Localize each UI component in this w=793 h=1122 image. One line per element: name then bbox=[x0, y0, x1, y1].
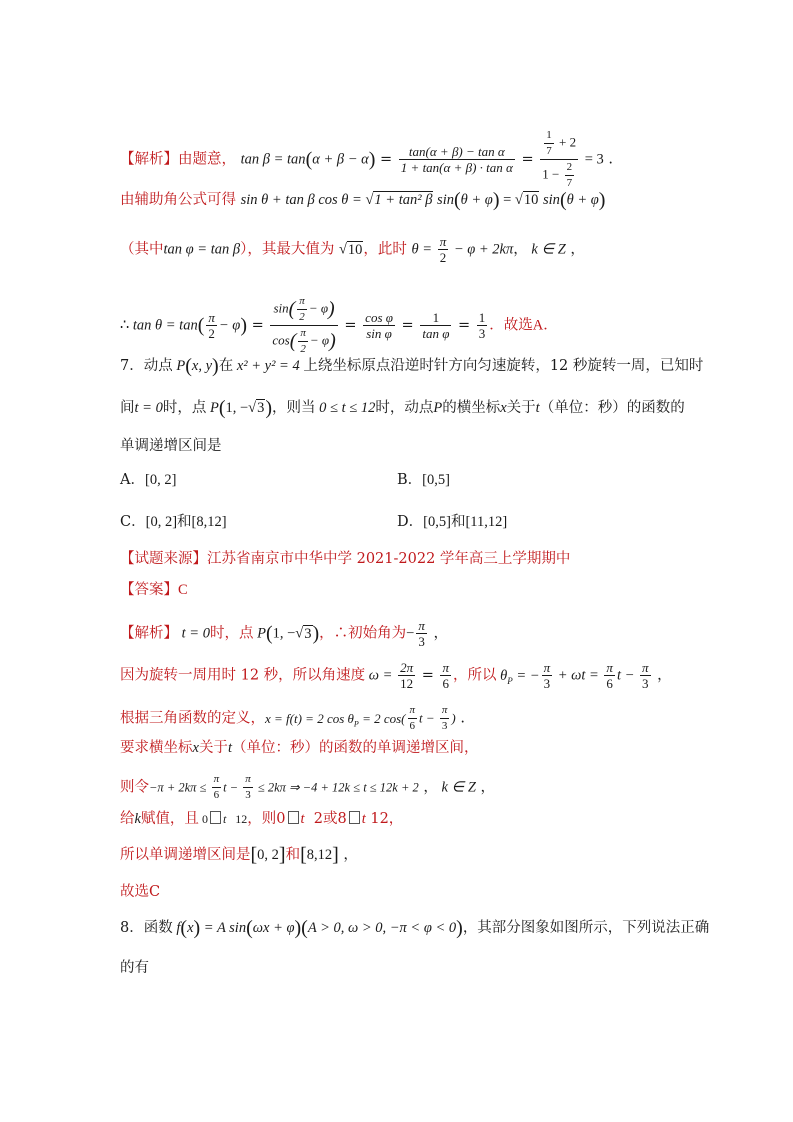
sol6-line1: 【解析】由题意， tan β = tan(α + β − α) = $\frac{\text{tan(α + β) − tan α}}{\text{1 + tan(α + β) · tan α}}$ = $\frac{1}{7}$ + 2 1 − $\frac{2}{7}$ = 3 . bbox=[120, 129, 613, 189]
q7-exp-line6: 给k赋值，且 0 t 12，则0 t 2或8 t 12， bbox=[120, 811, 404, 827]
analysis-tag: 【解析】 bbox=[120, 151, 178, 168]
fraction: $\frac{1}{7}$ + 2 1 − $\frac{2}{7}$ bbox=[542, 129, 577, 189]
sol6-line2: 由辅助角公式可得 sin θ + tan β cos θ = √1 + tan² β sin(θ + φ) = √10 sin(θ + φ) bbox=[120, 189, 606, 211]
q7-exp-line7: 所以单调递增区间是[0, 2]和[8,12] ， bbox=[120, 844, 358, 866]
answer-tag: 【答案】 bbox=[120, 582, 178, 598]
q8-stem-line1: 8．函数 f(x) = A sin(ωx + φ)(A > 0, ω > 0, −π < φ < 0)，其部分图象如图所示，下列说法正确 bbox=[120, 917, 710, 939]
q7-stem-line2: 间t = 0时，点 P(1, −√3)，则当 0 ≤ t ≤ 12时，动点P的横坐标x关于t（单位：秒）的函数的 bbox=[120, 397, 685, 419]
answer-line bbox=[120, 580, 188, 600]
q7-exp-line1: 【解析】 t = 0时，点 P(1, −√3)，∴初始角为− $\frac{\pi}{3}$ ， bbox=[120, 618, 448, 649]
q7-exp-line8: 故选C bbox=[120, 884, 161, 900]
option-a[interactable]: A．[0, 2] bbox=[120, 472, 177, 488]
q7-exp-line5: 则令−π + 2kπ ≤ $\frac{\pi}{6}$ t − $\frac{\pi}{3}$ ≤ 2kπ ⇒ −4 + 12k ≤ t ≤ 12k + 2 ， k ∈ Z ， bbox=[120, 773, 495, 801]
fraction: $\frac{\text{tan(α + β) − tan α}}{\text{1 + tan(α + β) · tan α}}$ bbox=[400, 144, 513, 175]
option-d[interactable]: D．[0,5]和[11,12] bbox=[397, 514, 508, 530]
sol6-line3: （其中tan φ = tan β），其最大值为 √10，此时 θ = $\frac{\pi}{2}$ − φ + 2kπ， k ∈ Z ， bbox=[120, 234, 585, 265]
sol6-line4: ∴ tan θ = tan( $\frac{\pi}{2}$ − φ) = sin( $\frac{\pi}{2}$ − φ) cos( $\frac{\pi}{2}$ − φ) = $\frac{\text{cos φ}}{\text{sin φ}}$ = $\frac{1}{\text{tan φ}}$ = $\frac{1}{3}$ ．故选A． bbox=[120, 295, 558, 355]
answer-value: C bbox=[178, 582, 188, 598]
source-line bbox=[120, 549, 570, 569]
q8-stem-line2: 的有 bbox=[120, 960, 149, 976]
option-b[interactable]: B．[0,5] bbox=[397, 472, 450, 488]
q7-stem-line1: 7．动点 P(x, y)在 x² + y² = 4 上绕坐标原点沿逆时针方向匀速旋转，12 秒旋转一周，已知时 bbox=[120, 355, 704, 377]
q7-exp-line2: 因为旋转一周用时 12 秒，所以角速度 ω = $\frac{2\pi}{12}$ = $\frac{\pi}{6}$ ，所以 $\theta_P$ = − $\frac{\pi}{3}$ + ωt = $\frac{\pi}{6}$ t − $\frac{\pi}{3}$ ， bbox=[120, 660, 672, 691]
q7-exp-line4: 要求横坐标x关于t（单位：秒）的函数的单调递增区间， bbox=[120, 740, 479, 756]
source-tag: 【试题来源】 bbox=[120, 551, 207, 567]
source-text: 江苏省南京市中华中学 2021-2022 学年高三上学期期中 bbox=[207, 551, 571, 567]
q7-exp-line3: 根据三角函数的定义，x = f(t) = 2 $\cos \theta_P = 2$ cos( $\frac{\pi}{6}$ t − $\frac{\pi}{3}$ ) . bbox=[120, 704, 465, 732]
option-c[interactable]: C．[0, 2]和[8,12] bbox=[120, 514, 227, 530]
q7-stem-line3: 单调递增区间是 bbox=[120, 438, 222, 454]
